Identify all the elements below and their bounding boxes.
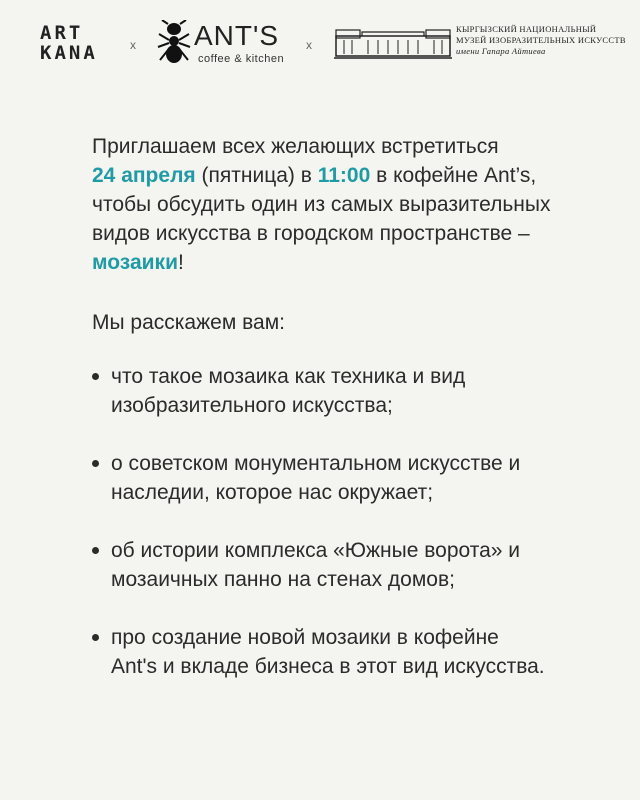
- bullet-icon: [92, 547, 99, 554]
- list-item: что такое мозаика как техника и вид изобразительного искусства;: [92, 362, 612, 420]
- bullet-icon: [92, 460, 99, 467]
- list-item: об истории комплекса «Южные ворота» и мозаичных панно на стенах домов;: [92, 536, 612, 594]
- lead-text: Мы расскажем вам:: [92, 311, 285, 334]
- announcement: [92, 132, 612, 710]
- ants-logo: [156, 20, 296, 68]
- museum-building-icon: [334, 22, 452, 60]
- invitation-paragraph: Приглашаем всех желающих встретиться 24 апреля (пятница) в 11:00 в кофейне Ant’s, чтобы обсудить один из самых выразительных видов искусства в городском пространстве – мозаики!: [92, 135, 551, 274]
- list-item: о советском монументальном искусстве и наследии, которое нас окружает;: [92, 449, 612, 507]
- partner-logos: [0, 0, 640, 80]
- ants-tagline: coffee & kitchen: [198, 53, 285, 65]
- logo-separator: x: [130, 38, 136, 52]
- museum-logo: [334, 22, 624, 62]
- bullet-icon: [92, 373, 99, 380]
- topics-list: [92, 362, 612, 681]
- event-topic: мозаики: [92, 251, 178, 274]
- ant-icon: [156, 20, 192, 64]
- event-time: 11:00: [317, 164, 371, 187]
- artkana-logo: ART KANA: [40, 22, 98, 64]
- museum-name: КЫРГЫЗСКИЙ НАЦИОНАЛЬНЫЙ МУЗЕЙ ИЗОБРАЗИТЕЛЬНЫХ ИСКУССТВ имени Гапара Айтиева: [456, 24, 626, 56]
- event-date: 24 апреля: [92, 164, 196, 187]
- ants-wordmark: ANT'S: [194, 20, 280, 51]
- list-item: про создание новой мозаики в кофейне Ant's и вкладе бизнеса в этот вид искусства.: [92, 623, 612, 681]
- logo-separator: x: [306, 38, 312, 52]
- bullet-icon: [92, 634, 99, 641]
